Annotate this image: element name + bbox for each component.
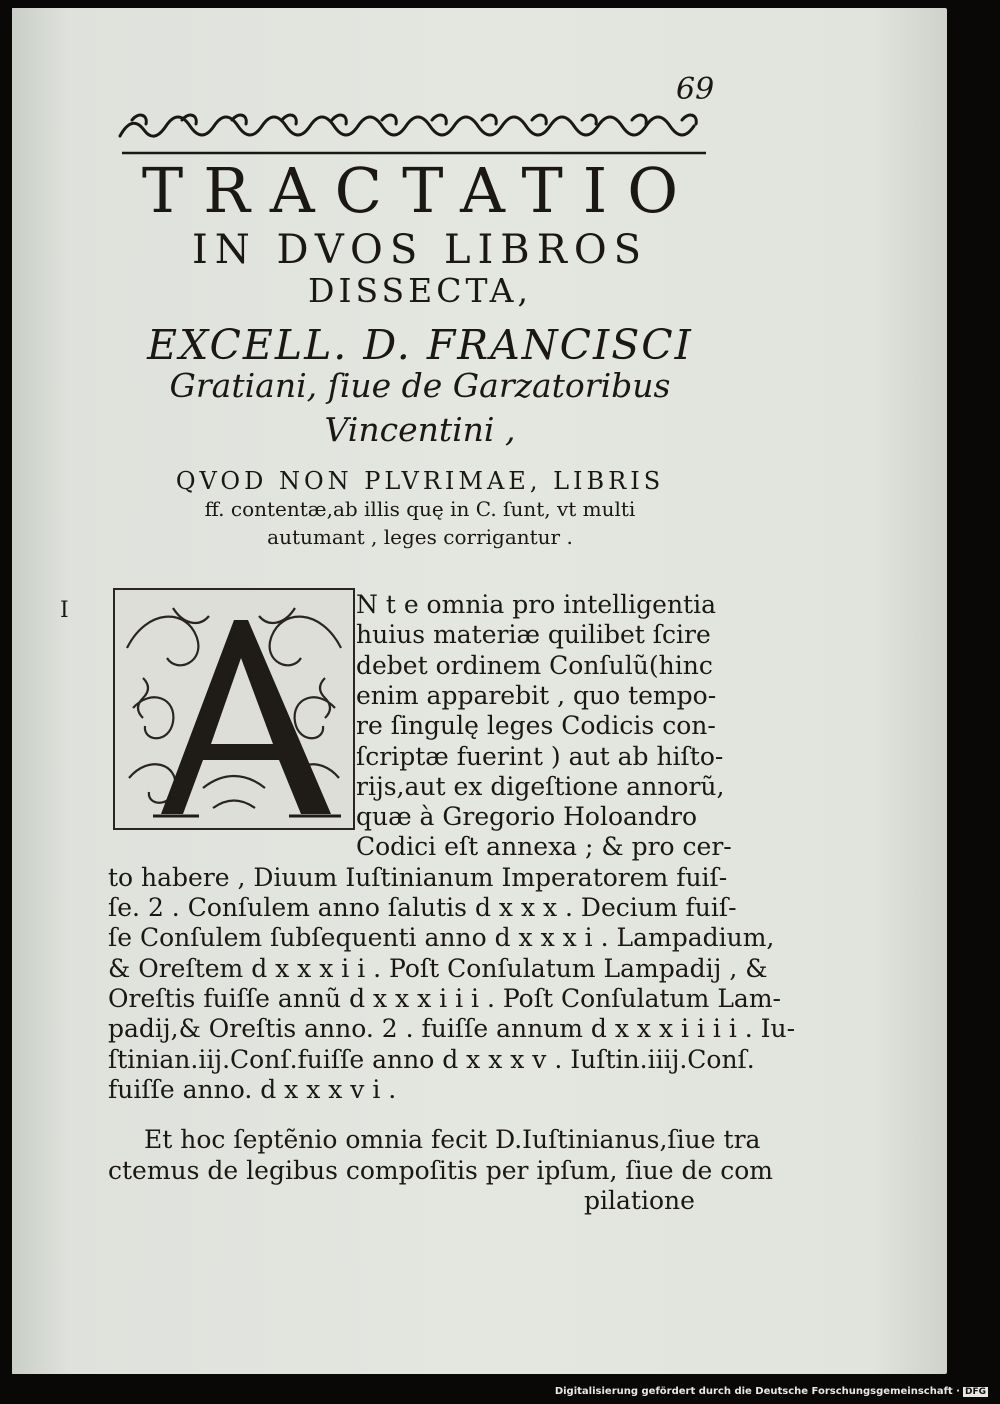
author-line: EXCELL. D. FRANCISCI — [147, 321, 693, 369]
body-line: ſe. 2 . Conſulem anno ſalutis d x x x . Decium fuiſ- — [108, 893, 737, 922]
title-line-1: TRACTATIO — [141, 154, 699, 227]
subtitle-line-2: ff. contentæ,ab illis quę in C. ſunt, vt multi — [204, 497, 636, 521]
body-line: rijs,aut ex digeſtione annorũ, — [356, 771, 725, 801]
body-line: ſtinian.iij.Conſ.fuiſſe anno d x x x v . Iuſtin.iiij.Conſ. — [108, 1044, 755, 1074]
title-line-2: IN DVOS LIBROS — [191, 227, 649, 273]
page-number: 69 — [676, 72, 715, 107]
decorated-initial-a-icon — [113, 588, 355, 830]
body-line: re ſingulę leges Codicis con- — [356, 711, 716, 741]
body-line: huius materiæ quilibet ſcire — [356, 620, 711, 650]
footer-text: Digitalisierung gefördert durch die Deutsche Forschungsgemeinschaft · — [554, 1386, 960, 1397]
body-line: N t e omnia pro intelligentia — [356, 590, 716, 619]
body-line: debet ordinem Conſulũ(hinc — [356, 650, 713, 680]
body-line: padij,& Oreſtis anno. 2 . fuiſſe annum d x x x i i i i . Iu- — [108, 1014, 796, 1044]
body-line: ſcriptæ fuerint ) aut ab hiſto- — [356, 741, 724, 771]
author-line-3: Vincentini , — [324, 410, 516, 449]
body-line: Et hoc ſeptẽnio omnia fecit D.Iuſtinianus,ſiue tra — [144, 1125, 761, 1154]
body-line: to habere , Diuum Iuſtinianum Imperatorem fuiſ- — [108, 862, 728, 892]
subtitle-line-1: QVOD NON PLVRIMAE, LIBRIS — [175, 467, 665, 495]
body-line: enim apparebit , quo tempo- — [356, 680, 717, 710]
body-line: ſe Conſulem ſubſequenti anno d x x x i . Lampadium, — [108, 923, 775, 953]
body-line: fuiſſe anno. d x x x v i . — [108, 1074, 397, 1104]
dfg-logo: DFG — [964, 1387, 986, 1397]
body-line: pilatione — [584, 1186, 695, 1215]
body-line: quæ à Gregorio Holoandro — [356, 802, 698, 832]
body-line: Oreſtis fuiſſe annũ d x x x i i i . Poſt Conſulatum Lam- — [108, 983, 781, 1013]
body-line: & Oreſtem d x x x i i . Poſt Conſulatum Lampadij , & — [108, 953, 768, 983]
ornamental-header-band-icon — [112, 108, 716, 156]
margin-number: I — [60, 598, 69, 623]
digitization-footer — [555, 1386, 988, 1397]
body-line: Codici eſt annexa ; & pro cer- — [356, 832, 732, 862]
title-line-3: DISSECTA, — [308, 271, 532, 310]
author-line-2: Gratiani, ſiue de Garzatoribus — [169, 366, 671, 405]
subtitle-line-3: autumant , leges corrigantur . — [267, 525, 573, 549]
body-line: ctemus de legibus compoſitis per ipſum, ſiue de com — [108, 1155, 773, 1185]
